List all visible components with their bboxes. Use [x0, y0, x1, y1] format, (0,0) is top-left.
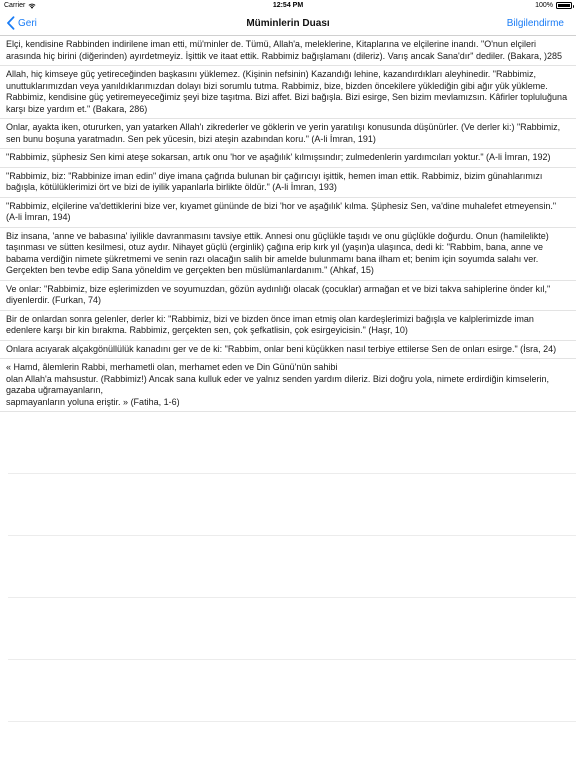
list-item-text: Allah, hiç kimseye güç yetireceğinden başkasını yüklemez. (Kişinin nefsinin) Kazandığı lehine, kazandırdıkları aleyhinedir. "Rabbimiz, unuttuklarımızdan veya yanıldıklarımızdan dolayı bizi sorumlu tutma. Rabbimiz, bize, bizden öncekilere yüklediğin gibi ağır yük yükleme. Rabbimiz, kendisine güç yetiremeyeceğimiz şeyi bize taşıtma. Bizi affet. Bizi bağışla. Bizi esirge, Sen bizim mevlamızsın. Kâfirler topluluğuna karşı bize yardım et." (Bakara, 286)	[6, 69, 568, 114]
list-item[interactable]	[0, 149, 576, 168]
list-item-text: Ve onlar: "Rabbimiz, bize eşlerimizden ve soyumuzdan, gözün aydınlığı olacak (çocuklar) armağan et ve bizi takva sahiplerine önder kıl," diyenlerdir. (Furkan, 74)	[6, 283, 551, 305]
list-item[interactable]	[0, 228, 576, 281]
empty-row	[8, 474, 576, 536]
empty-row	[8, 660, 576, 722]
empty-row	[8, 598, 576, 660]
prayer-list	[0, 36, 576, 722]
list-item-text: "Rabbimiz, biz: "Rabbinize iman edin" diye imana çağrıda bulunan bir çağırıcıyı işittik, hemen iman ettik. Rabbimiz, bizim günahlarımızı bağışla, kötülüklerimizi ört ve bizi de iyilik yapanlarla birlikte öldür." (A-li İmran, 193)	[6, 170, 543, 192]
info-button[interactable]: Bilgilendirme	[506, 18, 564, 29]
list-item-text: « Hamd, âlemlerin Rabbi, merhametli olan, merhamet eden ve Din Günü'nün sahibi olan Allah'a mahsustur. (Rabbimiz!) Ancak sana kulluk eder ve yalnız senden yardım dileriz. Bizi doğru yola, nimete erdirdiğin kimselerin, gazaba uğramayanların, sapmayanların yoluna eriştir. » (Fatiha, 1-6)	[6, 362, 549, 407]
battery-icon	[556, 2, 572, 9]
navigation-bar	[0, 12, 576, 36]
list-item[interactable]	[0, 311, 576, 341]
list-item-text: Onlara acıyarak alçakgönüllülük kanadını ger ve de ki: "Rabbim, onlar beni küçükken nasıl terbiye ettilerse Sen de onları esirge." (İsra, 24)	[6, 343, 557, 354]
status-bar	[0, 0, 576, 12]
list-item-text: Onlar, ayakta iken, otururken, yan yatarken Allah'ı zikrederler ve göklerin ve yerin yaratılışı konusunda düşünürler. (Ve derler ki:) "Rabbimiz, sen bunu boşuna yaratmadın. Sen pek yücesin, bizi ateşin azabından koru." (A-li İmran, 191)	[6, 122, 561, 144]
list-item[interactable]	[0, 198, 576, 228]
list-item[interactable]	[0, 36, 576, 66]
battery-fill	[558, 4, 570, 7]
list-item-text: Biz insana, 'anne ve babasına' iyilikle davranmasını tavsiye ettik. Annesi onu güçlükle taşıdı ve onu güçlükle doğurdu. Onun (hamilelikte) taşınması ve sütten kesilmesi, otuz aydır. Nihayet güçlü (erginlik) çağına erip kırk yıl (yaşın)a ulaşınca, dedi ki: "Rabbim, bana, anne ve babama verdiğin nimete şükretmemi ve senin razı olacağın salih bir amelde bulunmamı bana ilham et; benim için soyumda salahı ver. Gerçekten ben tevbe edip Sana yöneldim ve gerçekten ben müslümanlardanım." (Ahkaf, 15)	[6, 230, 549, 275]
list-item[interactable]	[0, 66, 576, 119]
list-item-text: Elçi, kendisine Rabbinden indirilene iman etti, mü'minler de. Tümü, Allah'a, meleklerine, Kitaplarına ve elçilerine inandı. "O'nun elçileri arasında hiç birini (diğerinden) ayırdetmeyiz. İşittik ve itaat ettik. Rabbimiz bağışlamanı (dileriz). Varış ancak Sana'dır" dediler. (Bakara, )285	[6, 39, 562, 61]
page-title: Müminlerin Duası	[246, 18, 330, 29]
list-item[interactable]	[0, 119, 576, 149]
list-item[interactable]	[0, 168, 576, 198]
back-button-label: Geri	[18, 17, 37, 29]
list-item[interactable]	[0, 341, 576, 360]
empty-row	[8, 412, 576, 474]
list-item-text: Bir de onlardan sonra gelenler, derler ki: "Rabbimiz, bizi ve bizden önce iman etmiş olan kardeşlerimizi bağışla ve kalplerimizde iman edenlere karşı bir kin bırakma. Rabbimiz, gerçekten sen, çok şefkatlisin, çok esirgeyicisin." (Haşr, 10)	[6, 313, 534, 335]
carrier-label: Carrier	[4, 2, 26, 9]
empty-row	[8, 536, 576, 598]
list-item[interactable]	[0, 359, 576, 412]
status-time: 12:54 PM	[272, 2, 304, 9]
list-item-text: "Rabbimiz, şüphesiz Sen kimi ateşe sokarsan, artık onu 'hor ve aşağılık' kılmışsındır; zulmedenlerin yardımcıları yoktur." (A-li İmran, 192)	[6, 152, 551, 162]
list-item-text: "Rabbimiz, elçilerine va'dettiklerini bize ver, kıyamet gününde de bizi 'hor ve aşağılık' kılma. Şüphesiz Sen, va'dine muhalefet etmeyensin." (A-li İmran, 194)	[6, 200, 557, 222]
battery-percent: 100%	[535, 2, 553, 9]
list-item[interactable]	[0, 281, 576, 311]
status-right	[535, 2, 572, 9]
